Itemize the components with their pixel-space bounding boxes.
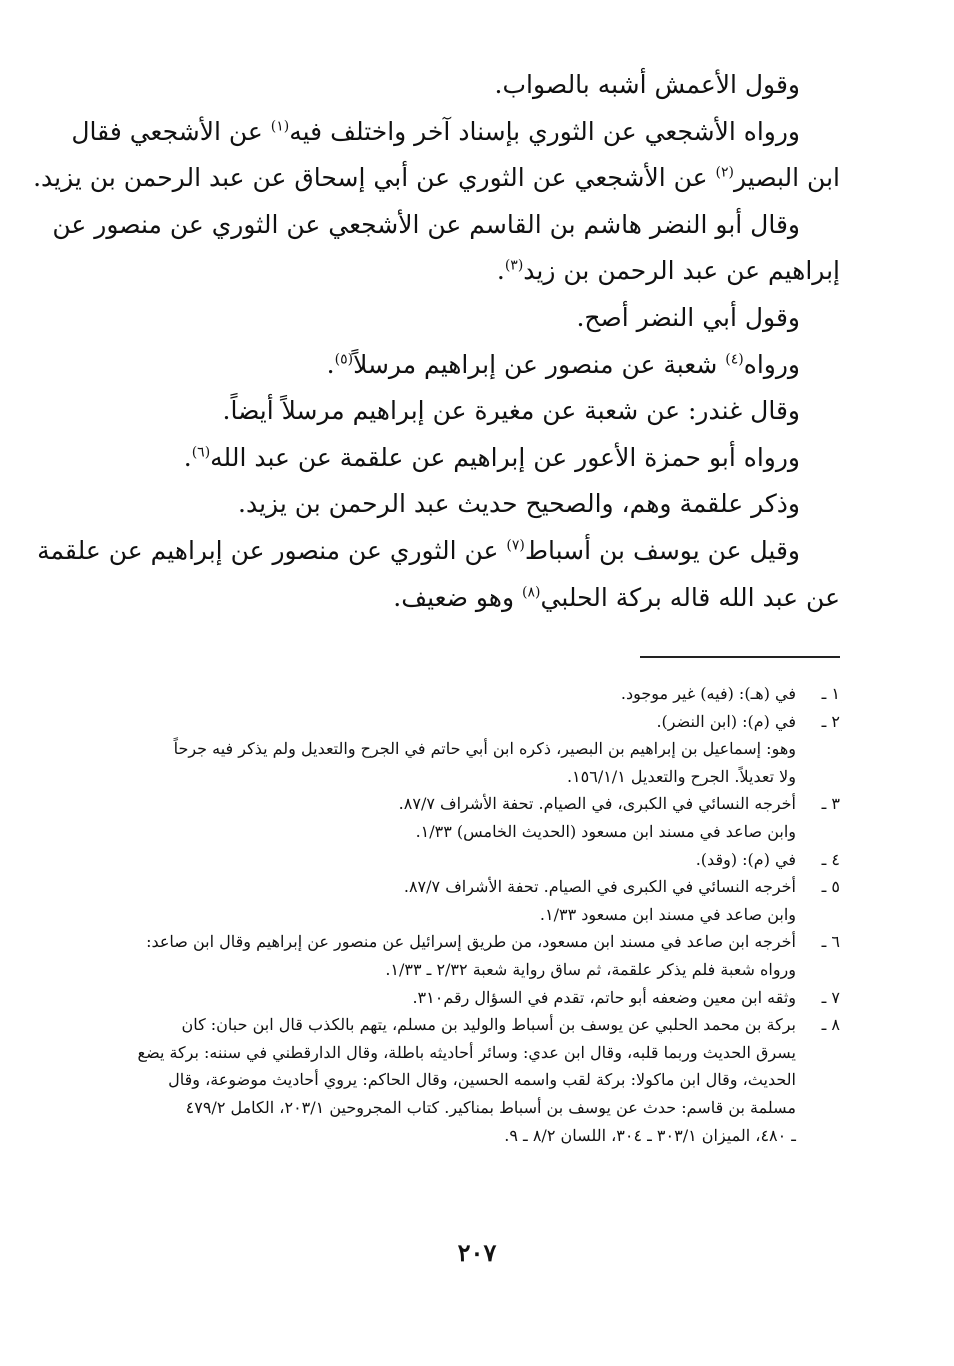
line-text: عن عبد الله قاله بركة الحلبي bbox=[540, 582, 840, 612]
line-text: عن الأشجعي فقال bbox=[71, 116, 271, 146]
footnote-text bbox=[128, 928, 796, 983]
footnote-line: في (هـ): (فيه) غير موجود. bbox=[620, 684, 796, 703]
footnote-number: ٢ ـ bbox=[821, 711, 840, 731]
footnote-text bbox=[128, 735, 796, 790]
footnotes bbox=[128, 680, 840, 1149]
paragraph-line bbox=[37, 528, 840, 575]
paragraph-line bbox=[128, 248, 840, 295]
line-text: وقال غندر: عن شعبة عن مغيرة عن إبراهيم مرسلاً أيضاً. bbox=[222, 396, 800, 426]
line-text: وقول أبي النضر أصح. bbox=[576, 302, 800, 332]
footnote-line: ورواه شعبة فلم يذكر علقمة، ثم ساق رواية شعبة ٢/٣٢ ـ ١/٣٣. bbox=[385, 959, 796, 979]
line-text: . bbox=[326, 349, 335, 379]
footnote-ref: (٣) bbox=[504, 258, 524, 275]
footnote-text bbox=[128, 1011, 796, 1149]
footnote bbox=[128, 790, 840, 818]
footnote-line: وابن صاعد في مسند ابن مسعود ١/٣٣. bbox=[539, 904, 796, 924]
footnote-line: وثقه ابن معين وضعفه أبو حاتم، تقدم في السؤال رقم٣١٠. bbox=[412, 987, 796, 1007]
footnote-line: يسرق الحديث وربما قلبه، وقال ابن عدي: وسائر أحاديثه باطلة، وقال الدارقطني في سننه: بركة يضع bbox=[137, 1042, 796, 1062]
footnote-line: أخرجه النسائي في الكبرى، في الصيام. تحفة الأشراف ٨٧/٧. bbox=[398, 794, 796, 814]
footnote-line: في (م): (ابن النضر). bbox=[656, 711, 796, 731]
line-text: وقال أبو النضر هاشم بن القاسم عن الأشجعي عن الثوري عن منصور عن bbox=[52, 209, 800, 239]
footnote-number: ٧ ـ bbox=[821, 987, 840, 1007]
paragraph-line bbox=[128, 342, 840, 389]
footnote-text bbox=[128, 790, 796, 818]
main-text bbox=[33, 62, 840, 621]
line-text: ورواه أبو حمزة الأعور عن إبراهيم عن علقمة عن عبد الله bbox=[210, 442, 800, 472]
paragraph-line bbox=[71, 109, 840, 156]
footnote-text bbox=[128, 984, 796, 1012]
footnote-text bbox=[128, 901, 796, 929]
footnote-separator bbox=[640, 656, 840, 658]
footnote bbox=[128, 1011, 840, 1149]
line-text: إبراهيم عن عبد الرحمن بن زيد bbox=[523, 256, 840, 286]
paragraph-line bbox=[128, 575, 840, 622]
paragraph-line bbox=[128, 481, 840, 528]
line-text: وقيل عن يوسف بن أسباط bbox=[524, 535, 800, 565]
footnote bbox=[128, 818, 840, 846]
footnote bbox=[128, 928, 840, 983]
line-text: ورواه الأشجعي عن الثوري بإسناد آخر واختلف فيه bbox=[289, 116, 800, 146]
footnote-ref: (٦) bbox=[191, 444, 211, 461]
footnote-ref: (٥) bbox=[334, 351, 354, 368]
line-text: وقول الأعمش أشبه بالصواب. bbox=[494, 70, 800, 99]
footnote-line: أخرجه النسائي في الكبرى في الصيام. تحفة الأشراف ٨٧/٧. bbox=[403, 877, 796, 897]
footnote-text bbox=[128, 818, 796, 846]
footnote-number: ٥ ـ bbox=[821, 877, 840, 897]
footnote bbox=[128, 873, 840, 901]
footnote-text bbox=[128, 873, 796, 901]
line-text: . bbox=[496, 256, 505, 286]
footnote-ref: (٨) bbox=[522, 584, 541, 601]
footnote-number: ٣ ـ bbox=[821, 794, 840, 814]
footnote-line: ـ ٤٨٠، الميزان ٣٠٣/١ ـ ٣٠٤، اللسان ٨/٢ ـ ٩. bbox=[504, 1125, 796, 1145]
line-text: . bbox=[183, 442, 192, 472]
footnote-number: ١ ـ bbox=[821, 684, 840, 703]
line-text: ابن البصير bbox=[733, 163, 840, 193]
footnote-line: مسلمة بن قاسم: حدث عن يوسف بن أسباط بمناكير. كتاب المجروحين ٢٠٣/١، الكامل ٤٧٩/٢ bbox=[185, 1097, 796, 1117]
footnote bbox=[128, 984, 840, 1012]
line-text: ورواه bbox=[743, 349, 800, 379]
footnote-line: بركة بن محمد الحلبي عن يوسف بن أسباط والوليد بن مسلم، يتهم بالكذب قال ابن حبان: كان bbox=[181, 1015, 796, 1035]
footnote bbox=[128, 680, 840, 708]
footnote-ref: (١) bbox=[270, 118, 290, 135]
footnote-ref: (٧) bbox=[506, 537, 525, 554]
paragraph-line bbox=[52, 202, 840, 249]
footnote-number: ٨ ـ bbox=[821, 1015, 840, 1035]
footnote-number: ٤ ـ bbox=[821, 849, 840, 869]
footnote-line: الحديث، وقال ابن ماكولا: بركة لقب واسمه الحسين، وقال الحاكم: يروي أحاديث موضوعة، وقال bbox=[168, 1070, 796, 1090]
footnote-line: ولا تعديلاً. الجرح والتعديل ١٥٦/١/١. bbox=[566, 766, 796, 786]
line-text: وهو ضعيف. bbox=[393, 582, 523, 612]
footnote bbox=[128, 901, 840, 929]
line-text: عن الأشجعي عن الثوري عن أبي إسحاق عن عبد الرحمن بن يزيد. bbox=[33, 163, 716, 193]
footnote-text bbox=[128, 680, 796, 708]
footnote-line: وهو: إسماعيل بن إبراهيم بن البصير، ذكره ابن أبي حاتم في الجرح والتعديل ولم يذكر فيه جرحاً bbox=[173, 739, 796, 759]
paragraph-line bbox=[128, 435, 840, 482]
footnote bbox=[128, 846, 840, 874]
paragraph-line bbox=[33, 155, 840, 202]
footnote-text bbox=[128, 846, 796, 874]
page-number: ٢٠٧ bbox=[457, 1238, 497, 1267]
footnote-line: في (م): (وقد). bbox=[695, 849, 796, 869]
footnote-line: أخرجه ابن صاعد في مسند ابن مسعود، من طريق إسرائيل عن منصور عن إبراهيم وقال ابن صاعد: bbox=[146, 932, 796, 952]
footnote-line: وابن صاعد في مسند ابن مسعود (الحديث الخامس) ١/٣٣. bbox=[415, 821, 796, 841]
footnote bbox=[128, 708, 840, 736]
footnote bbox=[128, 735, 840, 790]
footnote-text bbox=[128, 708, 796, 736]
paragraph-line bbox=[128, 388, 840, 435]
footnote-ref: (٢) bbox=[715, 164, 734, 181]
line-text: وذكر علقمة وهم، والصحيح حديث عبد الرحمن بن يزيد. bbox=[238, 489, 800, 519]
line-text: شعبة عن منصور عن إبراهيم مرسلاً bbox=[353, 349, 726, 379]
line-text: عن الثوري عن منصور عن إبراهيم عن علقمة bbox=[37, 535, 507, 565]
footnote-number: ٦ ـ bbox=[821, 932, 840, 952]
paragraph-line bbox=[128, 62, 840, 109]
paragraph-line bbox=[128, 295, 840, 342]
footnote-ref: (٤) bbox=[725, 351, 744, 368]
